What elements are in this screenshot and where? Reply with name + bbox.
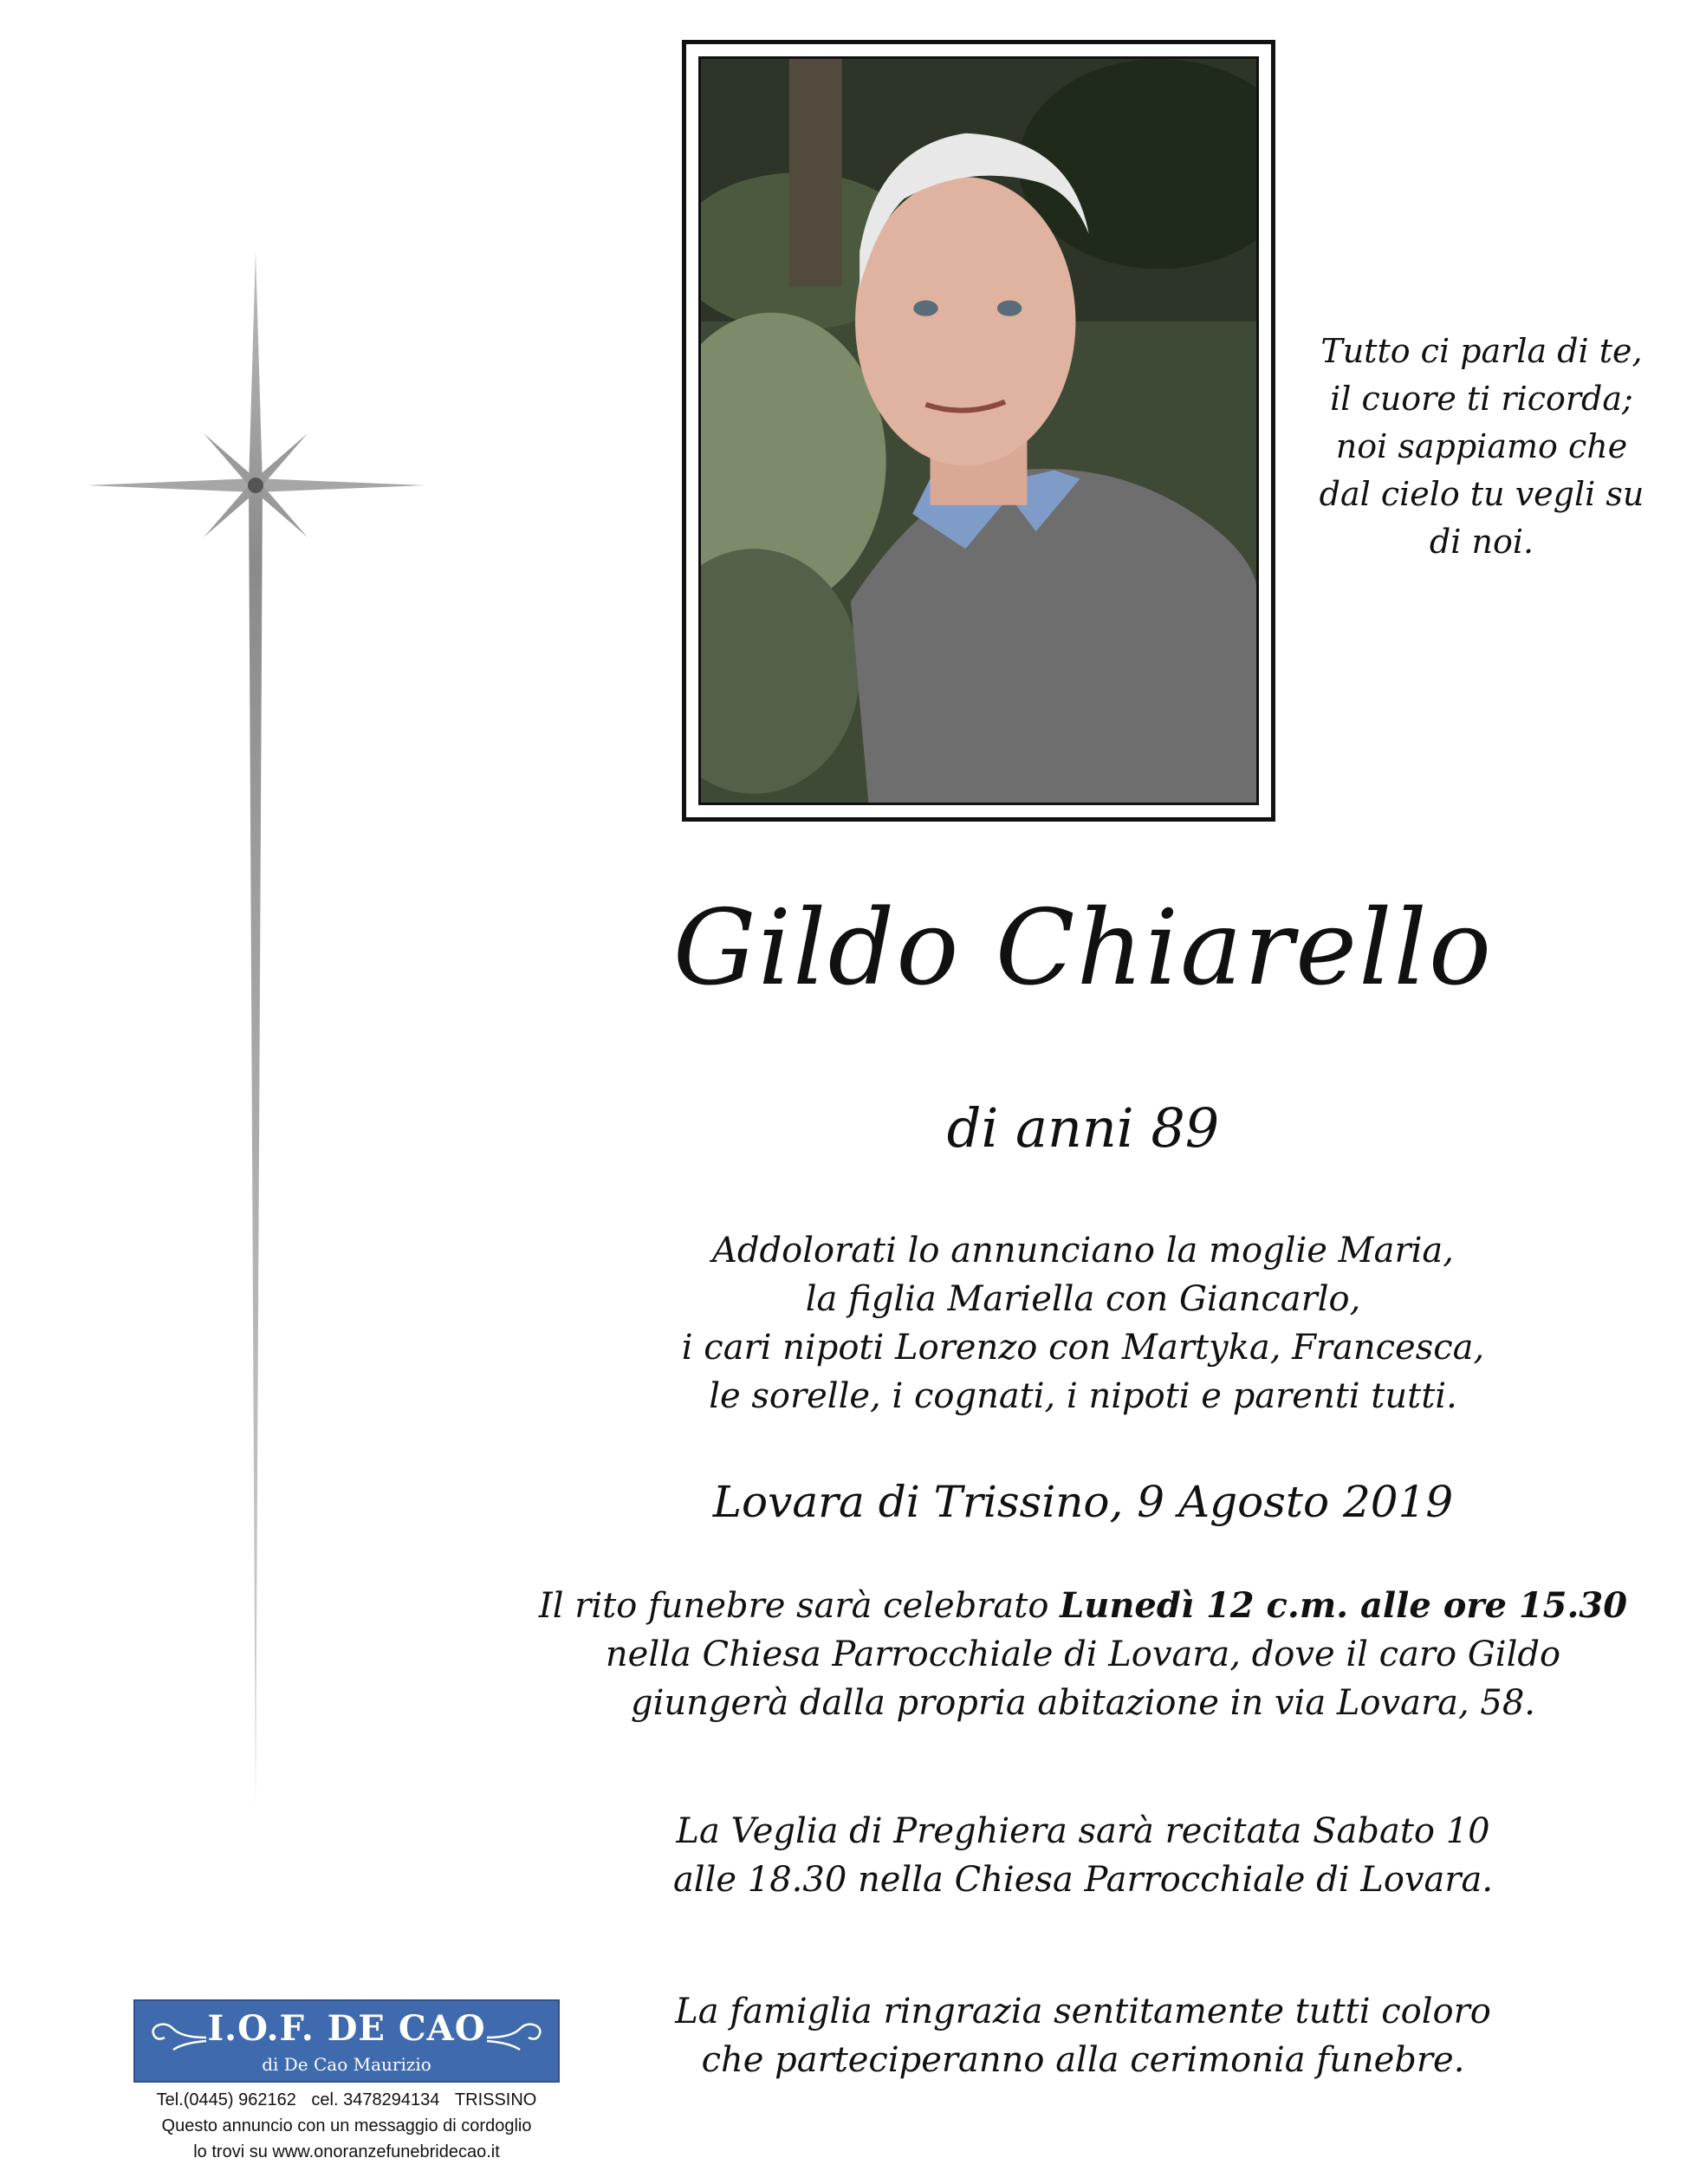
contact-line	[104, 2087, 589, 2113]
place-and-date: Lovara di Trissino, 9 Agosto 2019	[712, 1477, 1454, 1527]
poem-line: dal cielo tu vegli su	[1319, 475, 1644, 513]
family-announcement	[520, 1226, 1646, 1420]
poem-line: il cuore ti ricorda;	[1330, 380, 1633, 418]
portrait-photo	[698, 56, 1259, 805]
announcement-line: la figlia Mariella con Giancarlo,	[805, 1279, 1361, 1319]
rite-line-1	[520, 1582, 1646, 1630]
announcement-line: i cari nipoti Lorenzo con Martyka, Francesca,	[681, 1328, 1485, 1368]
rite-line-3: giungerà dalla propria abitazione in via Lovara, 58.	[631, 1683, 1535, 1723]
town-name: TRISSINO	[454, 2090, 537, 2109]
deceased-name: Gildo Chiarello	[672, 888, 1494, 1009]
vigil-line: La Veglia di Preghiera sarà recitata Sabato 10	[676, 1811, 1490, 1851]
funeral-home-name: I.O.F. DE CAO	[207, 2008, 486, 2049]
poem-line: noi sappiamo che	[1335, 427, 1628, 465]
announcement-line: le sorelle, i cognati, i nipoti e parenti tutti.	[709, 1376, 1457, 1416]
funeral-home-owner: di De Cao Maurizio	[262, 2054, 431, 2075]
portrait-photo-frame	[682, 40, 1275, 822]
mobile-number: cel. 3478294134	[311, 2090, 440, 2109]
vigil-line: alle 18.30 nella Chiesa Parrocchiale di Lovara.	[672, 1860, 1494, 1900]
thanks-line: La famiglia ringrazia sentitamente tutti coloro	[675, 1992, 1491, 2031]
family-thanks	[520, 1987, 1646, 2084]
funeral-rite-info	[520, 1582, 1646, 1727]
website-line: lo trovi su www.onoranzefunebridecao.it	[193, 2142, 500, 2161]
thanks-line: che parteciperanno alla cerimonia funebre.	[701, 2040, 1465, 2080]
funeral-home-contacts	[104, 2087, 589, 2165]
rite-prefix: Il rito funebre sarà celebrato	[538, 1586, 1061, 1626]
rite-line-2: nella Chiesa Parrocchiale di Lovara, dove il caro Gildo	[605, 1635, 1561, 1674]
condolence-note: Questo annuncio con un messaggio di cordoglio	[161, 2116, 532, 2135]
rite-datetime: Lunedì 12 c.m. alle ore 15.30	[1060, 1585, 1628, 1626]
announcement-line: Addolorati lo annunciano la moglie Maria,	[712, 1231, 1454, 1271]
phone-number: Tel.(0445) 962162	[156, 2090, 296, 2109]
deceased-age: di anni 89	[946, 1096, 1220, 1160]
prayer-vigil-info	[520, 1807, 1646, 1904]
memorial-poem	[1282, 328, 1681, 566]
poem-line: Tutto ci parla di te,	[1320, 332, 1643, 370]
star-cross-icon	[78, 251, 433, 1811]
funeral-home-logo	[133, 1999, 560, 2083]
poem-line: di noi.	[1429, 523, 1534, 561]
